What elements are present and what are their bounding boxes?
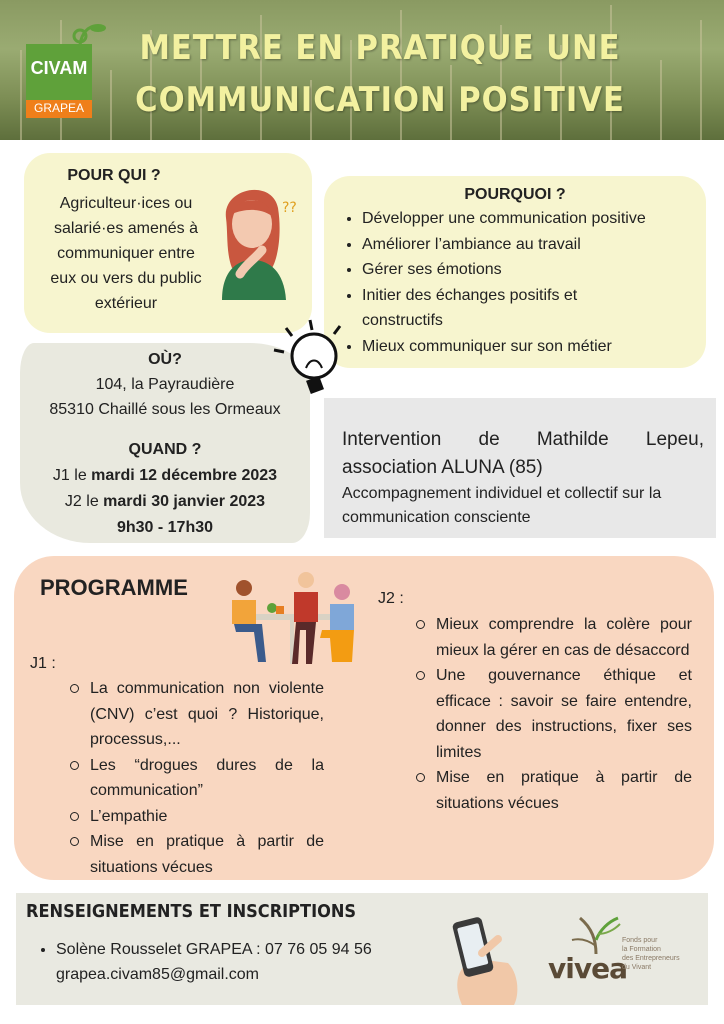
pour-qui-line: communiquer entre bbox=[57, 245, 195, 262]
list-item: Les “drogues dures de la communication” bbox=[70, 753, 324, 804]
programme-heading: PROGRAMME bbox=[40, 575, 188, 600]
list-item: • Initier des échanges positifs et constructifs bbox=[362, 283, 622, 334]
vivea-tagline-line: la Formation bbox=[622, 946, 661, 953]
list-item: Une gouvernance éthique et efficace : savoir se faire entendre, donner des instructions, fixer ses limites bbox=[416, 663, 692, 765]
address-line-2: 85310 Chaillé sous les Ormeaux bbox=[49, 401, 281, 418]
intervention-description: Accompagnement individuel et collectif sur la communication consciente bbox=[342, 485, 662, 526]
sprout-icon bbox=[72, 22, 108, 50]
vivea-tagline-line: Fonds pour bbox=[622, 937, 658, 944]
contact-item bbox=[56, 937, 372, 987]
j1-programme-list bbox=[70, 676, 324, 880]
vivea-sprout-icon bbox=[566, 910, 626, 956]
pour-qui-text bbox=[28, 191, 224, 316]
vivea-tagline bbox=[622, 936, 680, 972]
vivea-tagline-line: du Vivant bbox=[622, 964, 652, 971]
pour-qui-line: Agriculteur·ices ou bbox=[59, 195, 193, 212]
vivea-name: vivea bbox=[548, 952, 627, 985]
intervention-panel bbox=[324, 398, 716, 538]
date-j2-prefix: J2 le bbox=[64, 493, 104, 510]
thinking-woman-illustration bbox=[212, 178, 304, 300]
date-j1-value: mardi 12 décembre 2023 bbox=[91, 467, 278, 484]
quand-heading: QUAND ? bbox=[128, 441, 202, 458]
ou-quand-panel bbox=[20, 343, 310, 543]
hours: 9h30 - 17h30 bbox=[116, 519, 214, 536]
j2-label: J2 : bbox=[378, 590, 404, 607]
pourquoi-heading: POURQUOI ? bbox=[464, 186, 566, 203]
svg-text:??: ?? bbox=[282, 200, 297, 216]
intervention-speaker: Intervention de Mathilde Lepeu, association ALUNA (85) bbox=[342, 429, 704, 478]
ou-heading: OÙ? bbox=[148, 351, 182, 368]
address-line-1: 104, la Payraudière bbox=[95, 376, 235, 393]
date-j1-prefix: J1 le bbox=[52, 467, 92, 484]
contact-list bbox=[36, 937, 372, 987]
vivea-tagline-line: des Entrepreneurs bbox=[622, 955, 680, 962]
date-j1 bbox=[20, 467, 310, 485]
logo-civam-text: CIVAM bbox=[30, 58, 88, 78]
vivea-logo bbox=[540, 910, 700, 1000]
list-item: • Améliorer l’ambiance au travail bbox=[362, 232, 722, 258]
pourquoi-list bbox=[342, 206, 722, 359]
civam-logo bbox=[26, 44, 92, 120]
list-item: La communication non violente (CNV) c’est quoi ? Historique, processus,... bbox=[70, 676, 324, 753]
list-item: Mise en pratique à partir de situations vécues bbox=[416, 765, 692, 816]
title-line-2: COMMUNICATION POSITIVE bbox=[135, 80, 625, 120]
phone-hand-illustration bbox=[448, 913, 528, 1005]
pour-qui-line: eux ou vers du public bbox=[50, 270, 202, 287]
contact-email: grapea.civam85@gmail.com bbox=[56, 966, 259, 983]
date-j2 bbox=[20, 493, 310, 511]
pour-qui-line: salarié·es amenés à bbox=[53, 220, 199, 237]
j1-label: J1 : bbox=[30, 655, 56, 672]
logo-grapea-text: GRAPEA bbox=[33, 101, 84, 115]
list-item: L’empathie bbox=[70, 804, 324, 830]
pour-qui-heading: POUR QUI ? bbox=[67, 167, 161, 184]
j2-programme-list bbox=[416, 612, 692, 816]
people-meeting-illustration bbox=[222, 566, 364, 670]
contact-phone: • Solène Rousselet GRAPEA : 07 76 05 94 56 bbox=[56, 941, 372, 958]
list-item: Mise en pratique à partir de situations vécues bbox=[70, 829, 324, 880]
renseignements-heading: RENSEIGNEMENTS ET INSCRIPTIONS bbox=[26, 901, 357, 922]
pourquoi-panel bbox=[324, 176, 706, 368]
pour-qui-line: extérieur bbox=[94, 295, 158, 312]
title-line-1: METTRE EN PRATIQUE UNE bbox=[139, 28, 621, 68]
list-item: • Mieux communiquer sur son métier bbox=[362, 334, 722, 360]
page-title bbox=[120, 22, 640, 126]
list-item: Mieux comprendre la colère pour mieux la gérer en cas de désaccord bbox=[416, 612, 692, 663]
date-j2-value: mardi 30 janvier 2023 bbox=[103, 493, 266, 510]
lightbulb-icon bbox=[270, 318, 350, 408]
list-item: • Gérer ses émotions bbox=[362, 257, 722, 283]
list-item: • Développer une communication positive bbox=[362, 206, 722, 232]
